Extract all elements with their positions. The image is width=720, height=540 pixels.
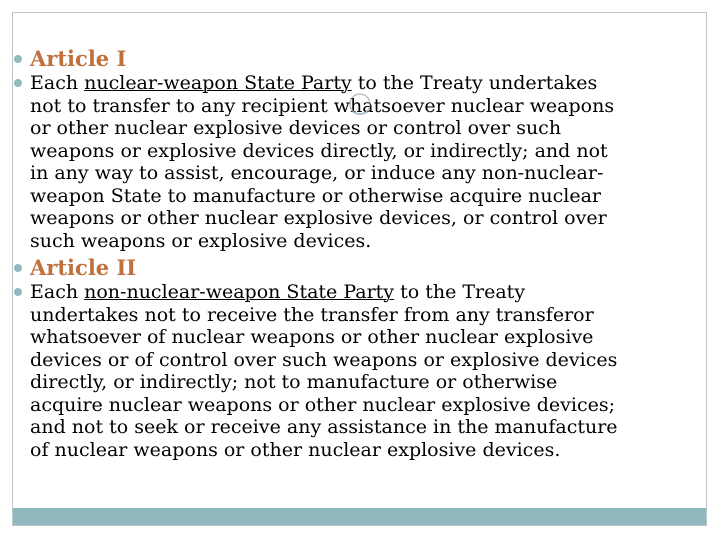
paragraph-line: weapons or explosive devices directly, or indirectly; and not <box>30 139 608 162</box>
nuclear-weapon-state-party-link[interactable]: nuclear-weapon State Party <box>84 72 352 94</box>
paragraph-line: of nuclear weapons or other nuclear explosive devices. <box>30 438 561 461</box>
paragraph-line: Each nuclear-weapon State Party to the Treaty undertakes <box>30 72 598 94</box>
non-nuclear-weapon-state-party-link[interactable]: non-nuclear-weapon State Party <box>84 281 395 303</box>
paragraph-line: weapon State to manufacture or otherwise acquire nuclear <box>30 184 602 207</box>
paragraph-line: weapons or other nuclear explosive devices, or control over <box>30 207 607 229</box>
marker-circle-icon <box>346 91 374 117</box>
bullet-icon <box>14 288 22 296</box>
paragraph-line: or other nuclear explosive devices or control over such <box>30 117 562 139</box>
paragraph-line: in any way to assist, encourage, or induce any non-nuclear- <box>30 162 604 184</box>
bullet-icon <box>14 79 22 87</box>
article-2-heading-text: Article II <box>30 255 137 280</box>
paragraph-line: undertakes not to receive the transfer from any transferor <box>30 303 594 326</box>
article-1-heading-text: Article I <box>30 46 127 71</box>
article-2-paragraph <box>14 281 674 461</box>
article-1-paragraph <box>14 72 674 252</box>
paragraph-line: Each non-nuclear-weapon State Party to the Treaty <box>30 281 526 303</box>
bullet-icon <box>14 264 22 272</box>
article-1-heading <box>14 46 674 72</box>
slide-footer-bar <box>13 508 706 525</box>
slide-content <box>14 46 674 464</box>
paragraph-line: directly, or indirectly; not to manufacture or otherwise <box>30 371 558 393</box>
paragraph-line: such weapons or explosive devices. <box>30 229 372 252</box>
paragraph-line: acquire nuclear weapons or other nuclear explosive devices; <box>30 393 616 416</box>
paragraph-line: and not to seek or receive any assistance in the manufacture <box>30 416 618 438</box>
paragraph-line: devices or of control over such weapons or explosive devices <box>30 348 618 371</box>
article-2-heading <box>14 255 674 281</box>
bullet-icon <box>14 55 22 63</box>
paragraph-line: not to transfer to any recipient whatsoever nuclear weapons <box>30 94 615 117</box>
paragraph-line: whatsoever of nuclear weapons or other nuclear explosive <box>30 326 594 348</box>
